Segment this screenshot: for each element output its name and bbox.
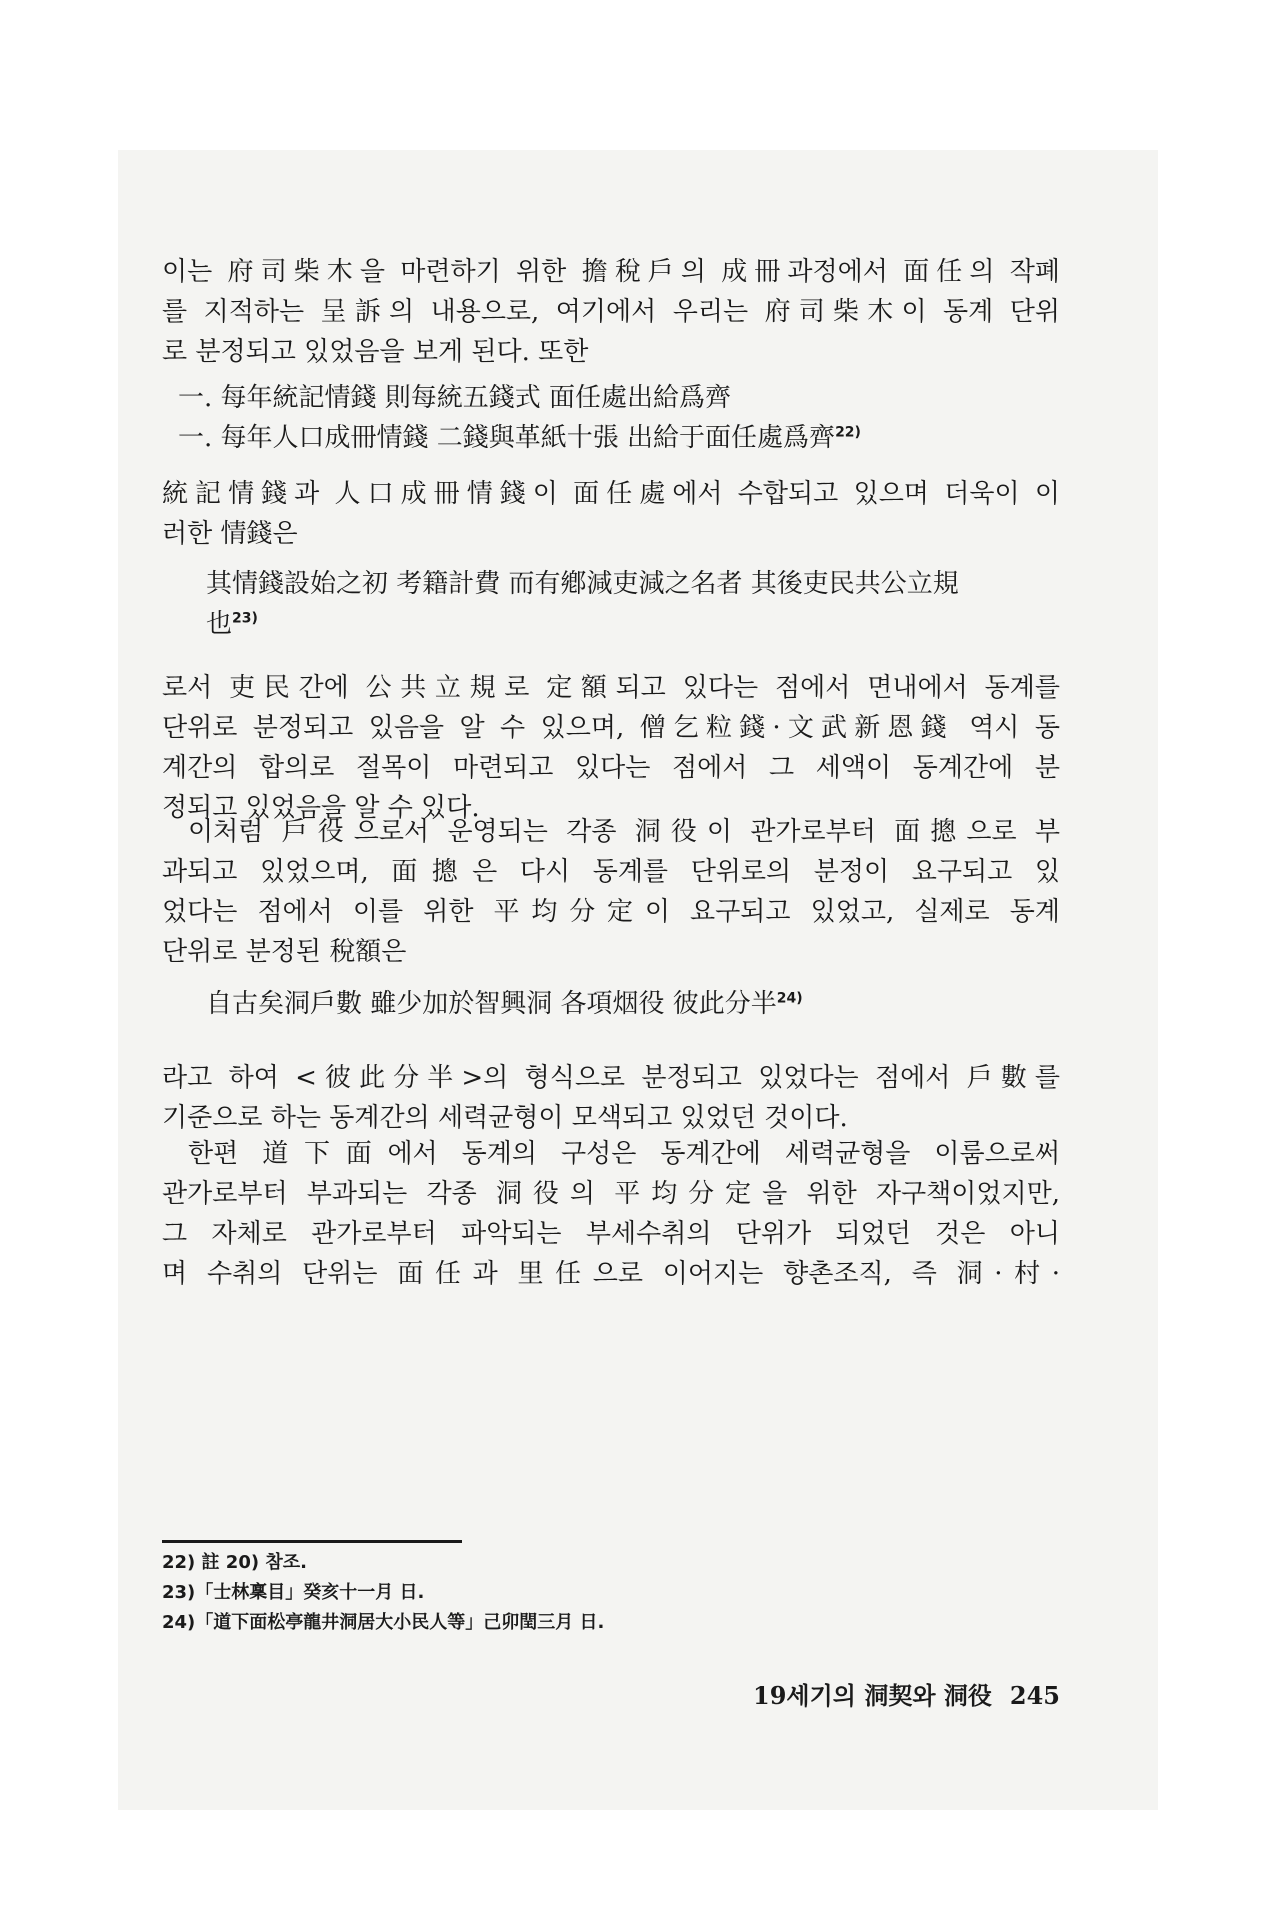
footnotes: [162, 1548, 922, 1638]
paragraph-4: [162, 812, 1060, 972]
text-line: 이는 府司柴木을 마련하기 위한 擔稅戶의 成冊과정에서 面任의 작폐: [162, 257, 1060, 287]
text-line: 기준으로 하는 동계간의 세력균형이 모색되고 있었던 것이다.: [162, 1103, 848, 1133]
text-line: 단위로 분정되고 있음을 알 수 있으며, 僧乞粒錢·文武新恩錢 역시 동: [162, 713, 1060, 743]
text-line: 라고 하여 <彼此分半>의 형식으로 분정되고 있었다는 점에서 戶數를: [162, 1063, 1060, 1093]
running-title: 19세기의 洞契와 洞役: [753, 1681, 992, 1710]
itemized-list: [162, 378, 1060, 458]
text-line: 이처럼 戶役으로서 운영되는 각종 洞役이 관가로부터 面摠으로 부: [188, 817, 1060, 847]
list-item: [162, 418, 1060, 458]
quote-line: [162, 984, 1060, 1024]
page-footer: [712, 1676, 1060, 1711]
text-line: 한편 道下面에서 동계의 구성은 동계간에 세력균형을 이룸으로써: [188, 1139, 1060, 1169]
block-quote-2: [162, 984, 1060, 1024]
paragraph-5: [162, 1058, 1060, 1138]
list-item-text: 一. 每年人口成冊情錢 二錢與革紙十張 出給于面任處爲齊: [178, 423, 836, 453]
quote-line-text: 也: [206, 609, 233, 639]
footnote: 23)「士林稟目」癸亥十一月 日.: [162, 1582, 425, 1603]
footnote-ref: 23): [232, 610, 258, 627]
text-line: 관가로부터 부과되는 각종 洞役의 平均分定을 위한 자구책이었지만,: [162, 1179, 1060, 1209]
footnote: 24)「道下面松亭龍井洞居大小民人等」己卯閏三月 日.: [162, 1612, 605, 1633]
text-line: 계간의 합의로 절목이 마련되고 있다는 점에서 그 세액이 동계간에 분: [162, 753, 1060, 783]
text-line: 단위로 분정된 稅額은: [162, 937, 407, 967]
text-line: 었다는 점에서 이를 위한 平均分定이 요구되고 있었고, 실제로 동계: [162, 897, 1060, 927]
quote-line: 其情錢設始之初 考籍計費 而有鄕減吏減之名者 其後吏民共公立規: [206, 569, 959, 599]
list-item: [162, 378, 1060, 418]
text-line: 며 수취의 단위는 面任과 里任으로 이어지는 향촌조직, 즉 洞·村·: [162, 1259, 1060, 1289]
quote-line: [162, 604, 1060, 644]
text-line: 그 자체로 관가로부터 파악되는 부세수취의 단위가 되었던 것은 아니: [162, 1219, 1060, 1249]
text-line: 로 분정되고 있었음을 보게 된다. 또한: [162, 337, 589, 367]
footnote-divider: [162, 1540, 462, 1543]
paragraph-6: [162, 1134, 1060, 1294]
footnote: 22) 註 20) 참조.: [162, 1552, 307, 1573]
paragraph-3: [162, 668, 1060, 828]
footnote-ref: 22): [835, 424, 861, 441]
text-line: 러한 情錢은: [162, 519, 298, 549]
text-line: 로서 吏民간에 公共立規로 定額되고 있다는 점에서 면내에서 동계를: [162, 673, 1060, 703]
list-item-text: 一. 每年統記情錢 則每統五錢式 面任處出給爲齊: [178, 383, 732, 413]
footnote-ref: 24): [776, 990, 803, 1007]
text-line: 統記情錢과 人口成冊情錢이 面任處에서 수합되고 있으며 더욱이 이: [162, 479, 1060, 509]
text-line: 과되고 있었으며, 面摠은 다시 동계를 단위로의 분정이 요구되고 있: [162, 857, 1060, 887]
text-line: 를 지적하는 呈訴의 내용으로, 여기에서 우리는 府司柴木이 동계 단위: [162, 297, 1060, 327]
paragraph-2: [162, 474, 1060, 554]
paragraph-1: [162, 252, 1060, 372]
page-number: 245: [1009, 1681, 1060, 1710]
block-quote-1: [162, 564, 1060, 644]
quote-line-text: 自古矣洞戶數 雖少加於智興洞 各項烟役 彼此分半: [206, 989, 777, 1019]
text-line: 정되고 있었음을 알 수 있다.: [162, 793, 480, 823]
